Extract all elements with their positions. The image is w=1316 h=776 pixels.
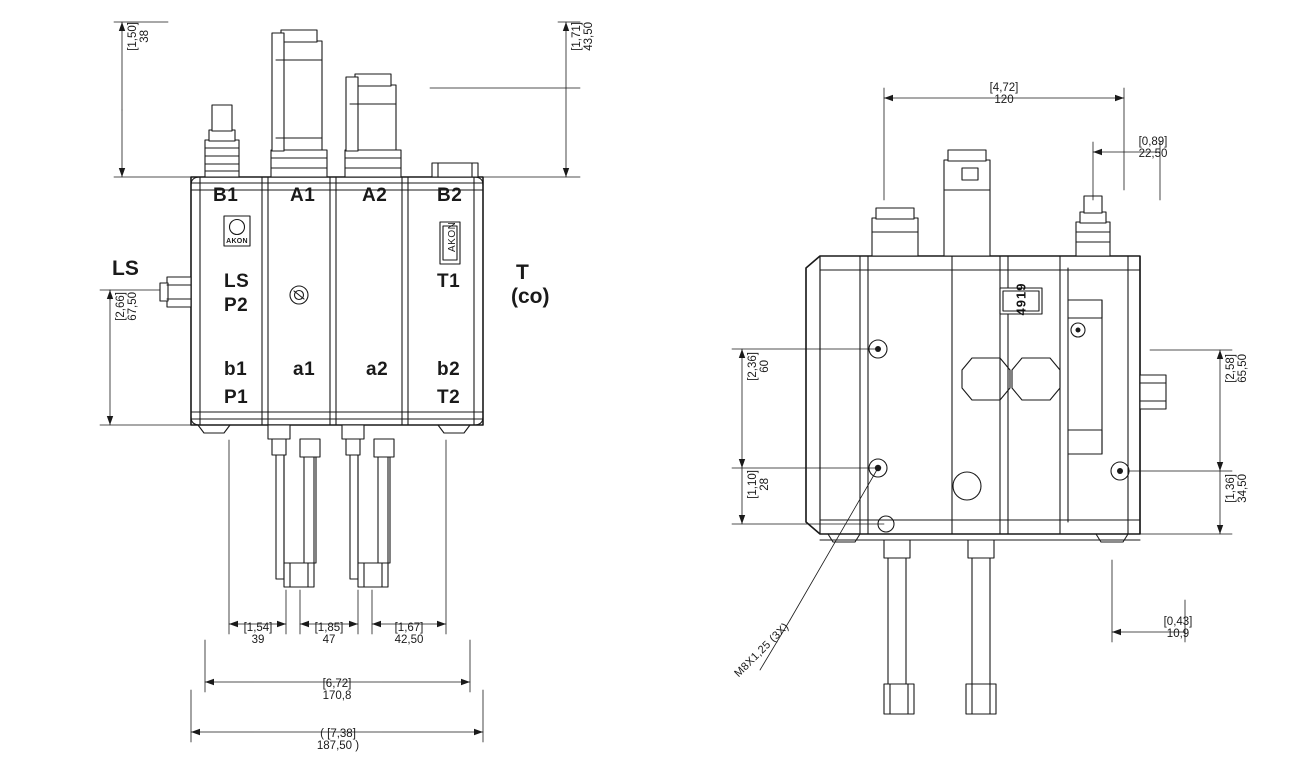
port-label-t1: T1 — [437, 271, 461, 292]
port-label-a1-upper: A1 — [290, 185, 316, 206]
port-label-ls: LS — [224, 271, 250, 292]
dimension-47: [1,85] 47 — [314, 622, 344, 647]
port-label-b1-upper: B1 — [213, 185, 239, 206]
port-label-ls-left: LS — [112, 257, 139, 280]
port-label-p2: P2 — [224, 295, 249, 316]
dimension-28: [1,10] 28 — [747, 470, 772, 499]
dimension-120: [4,72] 120 — [989, 82, 1019, 107]
port-label-a1-lower: a1 — [293, 359, 316, 380]
port-label-b2-upper: B2 — [437, 185, 463, 206]
side-plate-label: AKON — [447, 221, 458, 252]
akon-logo-label: AKON — [226, 238, 248, 245]
serial-number-plate: 4919 — [1013, 282, 1029, 316]
port-label-a2-upper: A2 — [362, 185, 388, 206]
dimension-60: [2,36] 60 — [747, 352, 772, 381]
dimension-109: [0,43] 10,9 — [1163, 616, 1193, 641]
port-label-p1: P1 — [224, 387, 249, 408]
thread-callout-m8: M8X1,25 (3X) — [732, 620, 792, 680]
port-label-b2-lower: b2 — [437, 359, 461, 380]
dimension-2250: [0,89] 22,50 — [1138, 136, 1168, 161]
dimension-38: [1,50] 38 — [127, 22, 152, 51]
dimension-4350: [1,71] 43,50 — [571, 22, 596, 51]
port-label-co: (co) — [511, 285, 550, 308]
port-label-t2: T2 — [437, 387, 461, 408]
dimension-18750: ( [7,38] 187,50 ) — [316, 728, 360, 753]
dimension-6550: [2,58] 65,50 — [1225, 354, 1250, 383]
port-label-t-co: T — [516, 261, 529, 284]
dimension-3450: [1,36] 34,50 — [1225, 474, 1250, 503]
port-label-b1-lower: b1 — [224, 359, 248, 380]
dimension-1708: [6,72] 170,8 — [322, 678, 352, 703]
dimension-6750: [2,66] 67,50 — [115, 292, 140, 321]
dimension-4250: [1,67] 42,50 — [394, 622, 424, 647]
port-label-a2-lower: a2 — [366, 359, 389, 380]
dimension-39: [1,54] 39 — [243, 622, 273, 647]
